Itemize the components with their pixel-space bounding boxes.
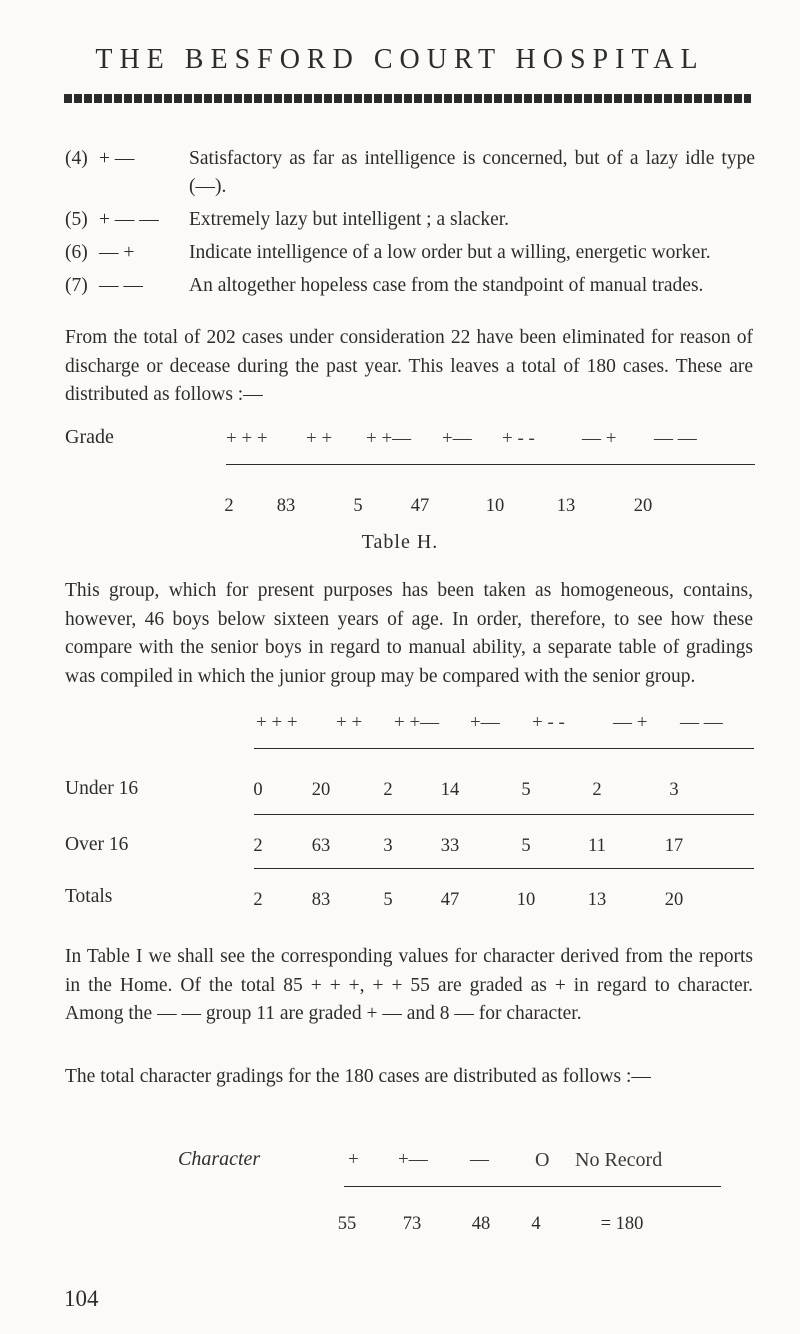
table-cell: 47	[440, 890, 460, 910]
definition-item	[65, 145, 755, 201]
character-header: +	[348, 1149, 359, 1170]
table-cell: 13	[587, 890, 607, 910]
table-cell: 0	[253, 780, 263, 800]
table-rule	[344, 1186, 721, 1187]
grade-value: 13	[556, 496, 576, 516]
table-caption: Table H.	[361, 531, 439, 553]
table-cell: 11	[588, 836, 606, 856]
grade-header: — —	[654, 428, 697, 449]
age-table-header: — +	[613, 712, 648, 733]
grade-value: 83	[276, 496, 296, 516]
paragraph-junior-group: This group, which for present purposes has been taken as homogeneous, contains, however, 46 boys below sixteen years of age. In order, therefore, to see how these compare with the senior boys in regard to manual ability, a separate table of gradings was compiled in which the junior group may be compared with the senior group.	[65, 580, 753, 687]
grade-header: + - -	[502, 428, 535, 449]
table-cell: 5	[521, 780, 531, 800]
definition-text: Indicate intelligence of a low order but a willing, energetic worker.	[189, 242, 711, 263]
table-cell: 14	[440, 780, 460, 800]
table-rule	[254, 814, 754, 815]
item-number: (7)	[65, 275, 88, 296]
table-cell: 20	[664, 890, 684, 910]
grading-definitions	[65, 145, 755, 305]
table-cell: 5	[521, 836, 531, 856]
definition-item	[65, 272, 755, 300]
grade-label: Grade	[65, 426, 114, 448]
definition-item	[65, 239, 755, 267]
page-number: 104	[64, 1286, 99, 1311]
age-table-header: + - -	[532, 712, 565, 733]
table-rule	[254, 748, 754, 749]
character-total: = 180	[600, 1214, 644, 1234]
table-cell: 3	[669, 780, 679, 800]
character-header: —	[470, 1149, 489, 1170]
table-cell: 2	[592, 780, 602, 800]
age-table-header: + + +	[256, 712, 298, 733]
character-header: +—	[398, 1149, 428, 1170]
table-rule	[226, 464, 755, 465]
item-number: (5)	[65, 209, 88, 230]
definition-text: An altogether hopeless case from the standpoint of manual trades.	[189, 275, 704, 296]
table-rule	[254, 868, 754, 869]
grade-value: 2	[224, 496, 234, 516]
character-value: 4	[531, 1214, 541, 1234]
character-value: 48	[471, 1214, 491, 1234]
table-cell: 2	[253, 890, 263, 910]
paragraph-character-gradings: The total character gradings for the 180 cases are distributed as follows :—	[65, 1066, 651, 1087]
table-cell: 10	[516, 890, 536, 910]
table-cell: 2	[253, 836, 263, 856]
grade-header: +—	[442, 428, 472, 449]
grade-symbol: + —	[99, 148, 135, 169]
grade-header: + +	[306, 428, 333, 449]
age-table-header: + +—	[394, 712, 440, 733]
table-cell: 3	[383, 836, 393, 856]
grade-symbol: + — —	[99, 209, 159, 230]
paragraph-character-values: In Table I we shall see the corresponding values for character derived from the reports in the Home. Of the total 85 + + +, + + 55 are graded as + in regard to character. Among the — — group 11 are graded + — and 8 — for character.	[65, 946, 753, 1024]
age-table-header: — —	[680, 712, 723, 733]
decorative-rule	[64, 94, 751, 103]
row-label-totals: Totals	[65, 886, 113, 907]
grade-value: 5	[353, 496, 363, 516]
character-header: No Record	[575, 1149, 663, 1171]
row-label-over-16: Over 16	[65, 834, 129, 855]
table-cell: 83	[311, 890, 331, 910]
grade-header: + +—	[366, 428, 412, 449]
age-table-header: + +	[336, 712, 363, 733]
grade-header: + + +	[226, 428, 268, 449]
table-cell: 5	[383, 890, 393, 910]
row-label-under-16: Under 16	[65, 778, 139, 799]
item-number: (4)	[65, 148, 88, 169]
definition-text: Extremely lazy but intelligent ; a slacker.	[189, 209, 510, 230]
table-cell: 33	[440, 836, 460, 856]
age-table-header: +—	[470, 712, 500, 733]
grade-value: 10	[485, 496, 505, 516]
table-cell: 17	[664, 836, 684, 856]
item-number: (6)	[65, 242, 88, 263]
table-cell: 2	[383, 780, 393, 800]
definition-text: Satisfactory as far as intelligence is concerned, but of a lazy idle type (—).	[189, 148, 755, 197]
grade-symbol: — —	[99, 275, 143, 296]
table-cell: 20	[311, 780, 331, 800]
grade-header: — +	[582, 428, 617, 449]
running-header: THE BESFORD COURT HOSPITAL	[95, 44, 705, 75]
character-label: Character	[178, 1148, 261, 1170]
grade-symbol: — +	[99, 242, 135, 263]
grade-value: 47	[410, 496, 430, 516]
definition-item	[65, 206, 755, 234]
paragraph-total-cases: From the total of 202 cases under consideration 22 have been eliminated for reason of discharge or decease during the past year. This leaves a total of 180 cases. These are distributed as follows :—	[65, 327, 753, 405]
character-header: O	[535, 1149, 550, 1171]
grade-value: 20	[633, 496, 653, 516]
table-cell: 63	[311, 836, 331, 856]
character-value: 73	[402, 1214, 422, 1234]
character-value: 55	[337, 1214, 357, 1234]
